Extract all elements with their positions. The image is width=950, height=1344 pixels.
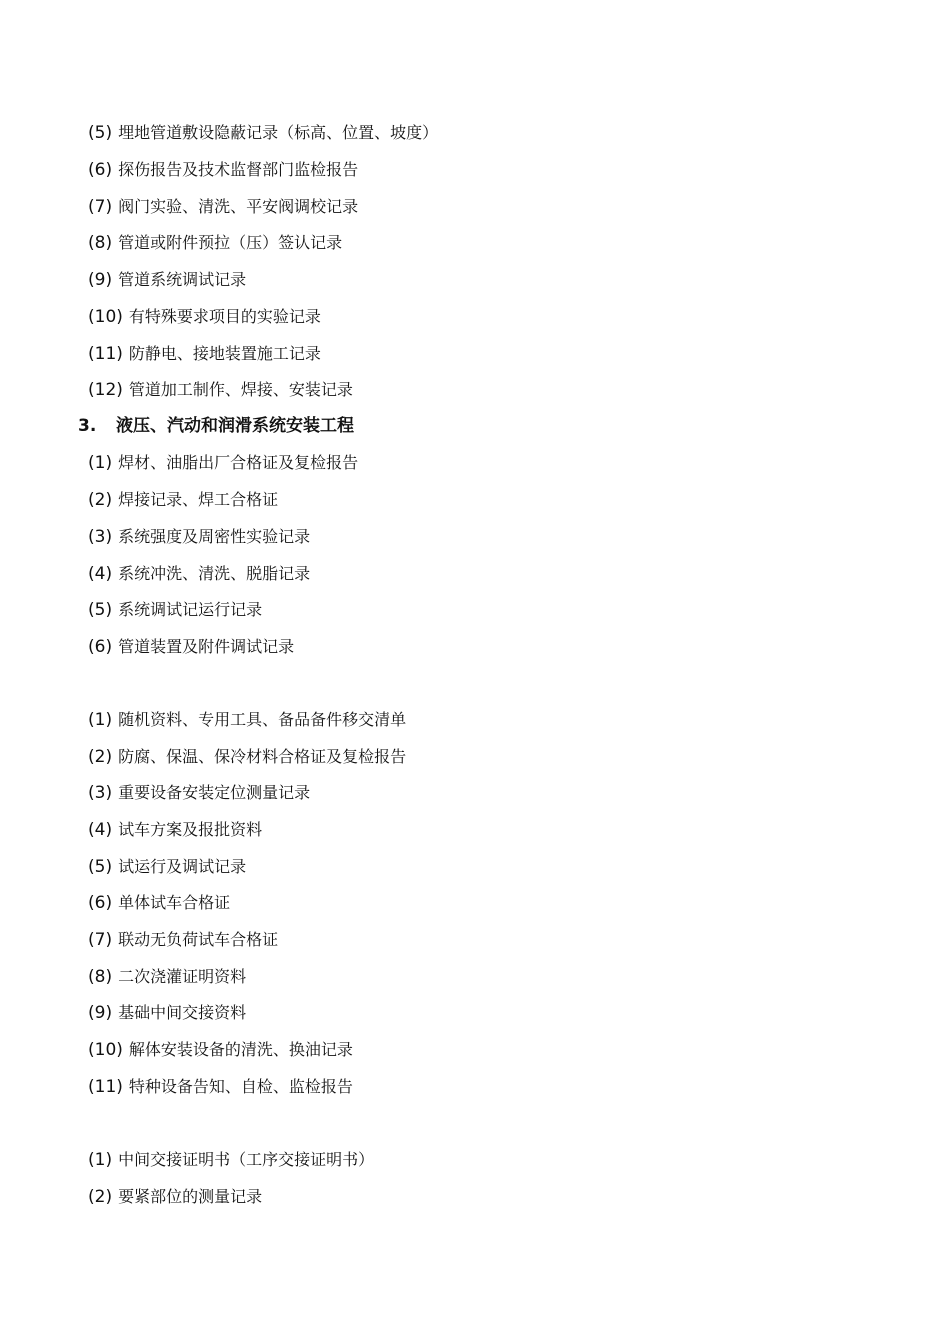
list-item: [88, 965, 246, 989]
list-item: [88, 342, 321, 366]
list-item: [88, 231, 342, 255]
item-text: 基础中间交接资料: [118, 1003, 247, 1022]
item-number: (6): [88, 893, 113, 913]
item-number: (8): [88, 233, 113, 253]
list-item: [88, 818, 262, 842]
list-item: [88, 488, 278, 512]
list-item: [88, 451, 358, 475]
section-heading: [78, 413, 354, 439]
item-number: (1): [88, 1150, 113, 1170]
item-number: (10): [88, 307, 123, 327]
item-number: (12): [88, 380, 123, 400]
item-number: (5): [88, 857, 113, 877]
item-text: 中间交接证明书（工序交接证明书）: [118, 1150, 375, 1169]
item-text: 焊材、油脂出厂合格证及复检报告: [118, 453, 359, 472]
list-item: [88, 781, 310, 805]
list-item: [88, 745, 406, 769]
list-item: [88, 525, 310, 549]
item-number: (7): [88, 197, 113, 217]
item-number: (5): [88, 123, 113, 143]
item-text: 系统强度及周密性实验记录: [118, 527, 311, 546]
item-number: (11): [88, 1077, 123, 1097]
list-item: [88, 1075, 353, 1099]
item-number: (4): [88, 564, 113, 584]
item-text: 特种设备告知、自检、监检报告: [128, 1077, 353, 1096]
item-number: (2): [88, 747, 113, 767]
item-number: (9): [88, 270, 113, 290]
item-number: (1): [88, 453, 113, 473]
list-item: [88, 121, 438, 145]
list-item: [88, 635, 294, 659]
item-text: 探伤报告及技术监督部门监检报告: [118, 160, 359, 179]
item-number: (2): [88, 1187, 113, 1207]
item-number: (10): [88, 1040, 123, 1060]
item-text: 解体安装设备的清洗、换油记录: [128, 1040, 353, 1059]
item-text: 随机资料、专用工具、备品备件移交清单: [118, 710, 407, 729]
item-number: (11): [88, 344, 123, 364]
item-text: 管道装置及附件调试记录: [118, 637, 295, 656]
list-item: [88, 195, 358, 219]
item-number: (4): [88, 820, 113, 840]
section-title: 液压、汽动和润滑系统安装工程: [116, 416, 354, 436]
item-text: 系统冲洗、清洗、脱脂记录: [118, 564, 311, 583]
list-item: [88, 158, 358, 182]
item-text: 单体试车合格证: [118, 893, 231, 912]
list-item: [88, 305, 321, 329]
item-number: (3): [88, 783, 113, 803]
item-text: 管道或附件预拉（压）签认记录: [118, 233, 343, 252]
list-item: [88, 562, 310, 586]
item-number: (5): [88, 600, 113, 620]
item-text: 系统调试记运行记录: [118, 600, 263, 619]
list-item: [88, 378, 353, 402]
item-text: 要紧部位的测量记录: [118, 1187, 263, 1206]
item-text: 重要设备安装定位测量记录: [118, 783, 311, 802]
list-item: [88, 928, 278, 952]
item-text: 试运行及调试记录: [118, 857, 247, 876]
item-number: (8): [88, 967, 113, 987]
item-number: (2): [88, 490, 113, 510]
item-text: 联动无负荷试车合格证: [118, 930, 279, 949]
list-item: [88, 1038, 353, 1062]
item-text: 有特殊要求项目的实验记录: [128, 307, 321, 326]
item-number: (7): [88, 930, 113, 950]
item-text: 防腐、保温、保冷材料合格证及复检报告: [118, 747, 407, 766]
item-number: (6): [88, 637, 113, 657]
item-text: 阀门实验、清洗、平安阀调校记录: [118, 197, 359, 216]
item-text: 试车方案及报批资料: [118, 820, 263, 839]
list-item: [88, 708, 406, 732]
list-item: [88, 1001, 246, 1025]
item-number: (3): [88, 527, 113, 547]
item-text: 管道加工制作、焊接、安装记录: [128, 380, 353, 399]
list-item: [88, 268, 246, 292]
item-text: 二次浇灌证明资料: [118, 967, 247, 986]
item-text: 防静电、接地装置施工记录: [128, 344, 321, 363]
item-number: (6): [88, 160, 113, 180]
section-number: 3.: [78, 416, 97, 436]
list-item: [88, 891, 230, 915]
item-text: 管道系统调试记录: [118, 270, 247, 289]
list-item: [88, 1148, 374, 1172]
list-item: [88, 598, 262, 622]
list-item: [88, 855, 246, 879]
item-number: (1): [88, 710, 113, 730]
item-text: 埋地管道敷设隐蔽记录（标高、位置、坡度）: [118, 123, 439, 142]
item-number: (9): [88, 1003, 113, 1023]
item-text: 焊接记录、焊工合格证: [118, 490, 279, 509]
list-item: [88, 1185, 262, 1209]
